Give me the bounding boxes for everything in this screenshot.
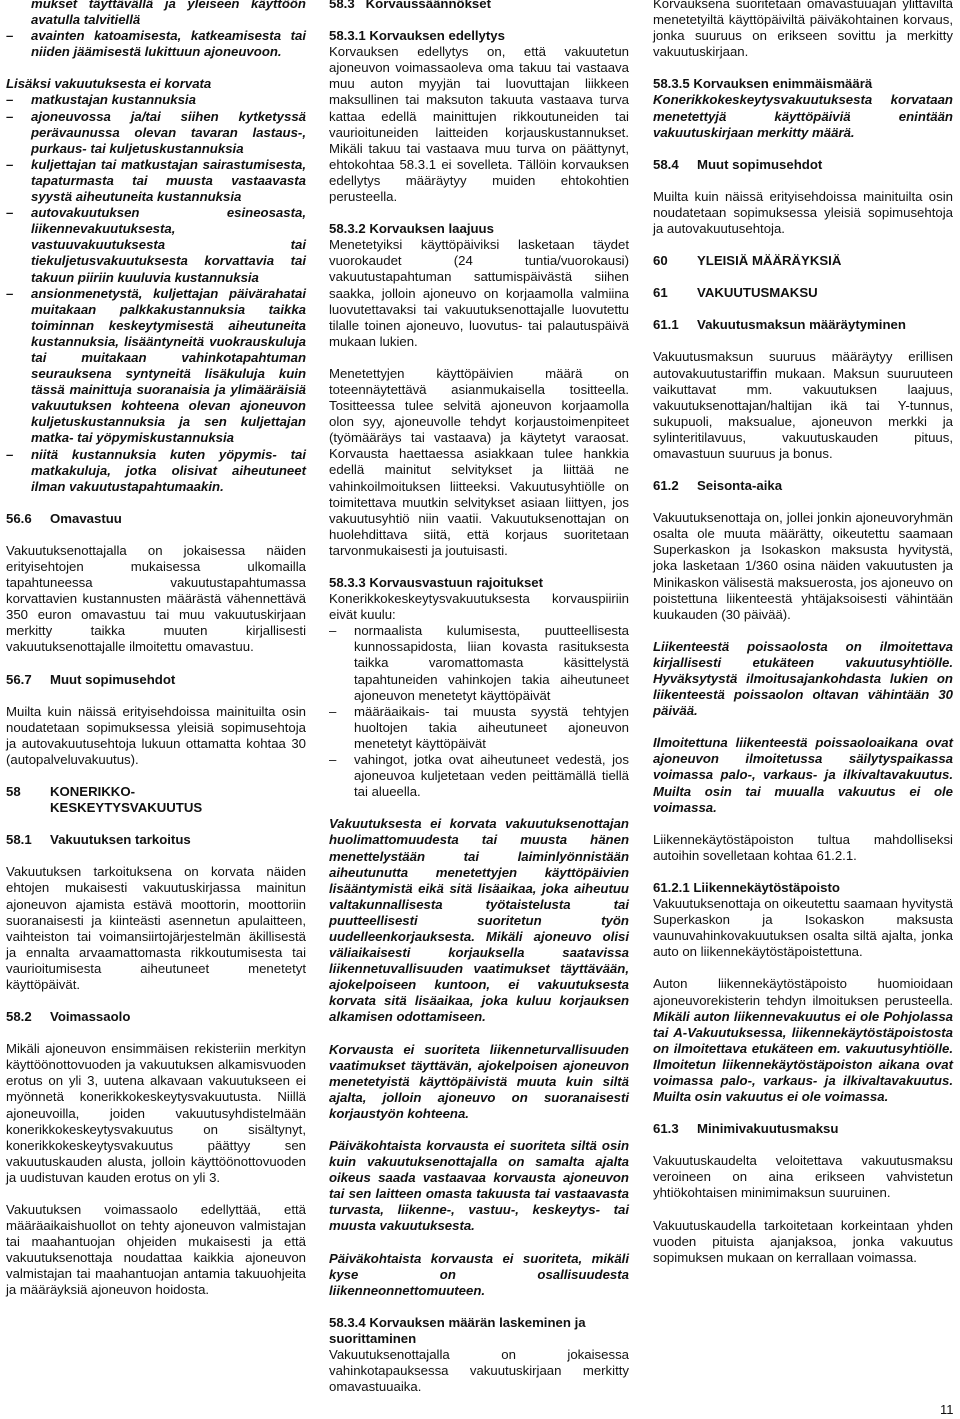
emphasis-paragraph: Ilmoitettuna liikenteestä poissaoloaikana ovat ajoneuvon ilmoitetussa säilytyspaikassa voimassa palo-, varkaus- ja ilkivaltavakuutus. Muilta osin tai muualla vakuutus ei ole voimassa. [653, 735, 953, 815]
paragraph: Muilta kuin näissä erityisehdoissa mainituilta osin noudatetaan sopimuksessa yleisiä sopimusehtoja ja autovakuutusehtoja lukuun ottamatta kohtaa 30 (autopalveluvakuutus). [6, 703, 306, 767]
paragraph: Muilta kuin näissä erityisehdoissa mainituilta osin noudatetaan sopimuksessa yleisiä sopimusehtoja ja autovakuutusehtoja. [653, 188, 953, 237]
subsection-heading-58-3-2: 58.3.2 Korvauksen laajuus [329, 221, 494, 237]
list-item: – autovakuutuksen esineosasta, liikennevakuutuksesta, vastuuvakuutuksesta tai tiekuljetusvakuutuksesta korvattavia tai takuun piiriin kuuluvia kustannuksia [6, 205, 306, 285]
subsection-heading-58-3-3: 58.3.3 Korvausvastuun rajoitukset [329, 575, 544, 590]
section-number: 56.7 [6, 671, 32, 687]
limitations-list [329, 623, 629, 800]
section-number: 61.1 [653, 317, 679, 333]
paragraph: Korvauksen edellytys on, että vakuutetun ajoneuvon voimassaoleva oma takuu tai vastaava muu auton myyjän tai luovuttajan liikkeen maksullinen tai maksuton takuuta vastaava turva kattaa edellä mainittujen rikkoutuneiden tai vaurioituneiden laitteiden korjauskustannukset. Mikäli takuu tai vastaava muu turva on päättynyt, ehtokohtaa 58.3.1 ei sovelleta. Tällöin korvauksen edellytys määräytyy muiden ehtokohtien perusteella. [329, 44, 629, 205]
paragraph: Menetettyjen käyttöpäivien määrä on toteennäytettävä asianmukaisella tositteella. Tositteessa tulee selvitä ajoneuvon korjaamolla olon syy, ajoneuvolle tehdyt korjaustoimenpiteet (työmääräys tai vastaava) ja käytetyt varaosat. Korvausta haettaessa asiakkaan tulee hankkia edellä mainitut selvitykset ja liittää ne vahinkoilmoituksen liitteeksi. Vakuutusyhtiölle on toimitettava muutkin selvitykset asiaan liittyen, jos vakuutusyhtiö niin vaatii. Vakuutuksenottajan on huolehdittava siitä, että korjaus suoritetaan tarvonmukaisesti ja joutuisasti. [329, 365, 629, 558]
section-title: Vakuutuksen tarkoitus [50, 832, 191, 848]
section-heading-60 [653, 253, 953, 269]
section-number: 60 [653, 253, 668, 269]
paragraph: Mikäli ajoneuvon ensimmäisen rekisteriin merkityn käyttöönottovuoden ja vakuutuksen alkamisvuoden erotus on yli 3, uutena alkavaan vakuutukseen ei myönnetä konerikkokeskeytysvakuutusta. Niillä ajoneuvoilla, joiden vakuutusyhdistelmään konerikkokeskeytysvakuutus on sisältynyt, konerikkokeskeytysvakuutus päättyy sen vakuutuskauden alusta, jolloin käyttöönottovuoden ja uudistuvan kauden erotus on yli 3. [6, 1041, 306, 1185]
subsection-heading-61-2-1: 61.2.1 Liikennekäytöstäpoisto [653, 879, 840, 895]
section-title: KONERIKKO-KESKEYTYSVAKUUTUS [50, 784, 203, 816]
list-item: – määräaikais- tai muusta syystä tehtyjen huoltojen takia aiheutuneet ajoneuvon menetetyt käyttöpäivät [329, 704, 629, 752]
section-heading-61-1 [653, 317, 953, 333]
emphasis-paragraph: Päiväkohtaista korvausta ei suoriteta, mikäli kyse on osallisuudesta liikenneonnettomuuteen. [329, 1250, 629, 1298]
emphasis-paragraph: Konerikkokeskeytysvakuutuksesta korvataan menetettyjä käyttöpäiviä enintään vakuutuskirjaan merkitty määrä. [653, 92, 953, 140]
section-heading-58-3: 58.3 Korvaussäännökset [329, 0, 491, 11]
exclusions-intro: Lisäksi vakuutuksesta ei korvata [6, 76, 212, 92]
paragraph: Korvauksena suoritetaan omavastuuajan ylittäviltä menetetyiltä käyttöpäiviltä päiväkohtainen korvaus, jonka suuruus on erikseen sovittu ja merkitty vakuutuskirjaan. [653, 0, 953, 60]
paragraph: Vakuutuksenottaja on oikeutettu saamaan hyvitystä Superkaskon ja Isokaskon maksusta vaunuvahinkovakuutuksen osalta siltä ajalta, jonka auto on liikennekäytöstäpoistettuna. [653, 896, 953, 960]
section-number: 61.3 [653, 1121, 679, 1137]
paragraph: Menetetyiksi käyttöpäiviksi lasketaan täydet vuorokaudet (24 tuntia/vuorokausi) vakuutustapahtuman sattumispäivästä siihen saakka, jolloin ajoneuvo on korjaamolla valmiina luovutettavaksi tai vakuutuksenottajalle luovutettu tilalle toinen ajoneuvo, luovutus- tai palautuspäivä mukaan lukien. [329, 237, 629, 349]
paragraph-mixed [653, 976, 953, 1105]
exclusions-list [6, 92, 306, 494]
section-heading-56-7 [6, 672, 306, 688]
paragraph: Konerikkokeskeytysvakuutuksesta korvauspiiriin eivät kuulu: [329, 591, 629, 623]
paragraph: Liikennekäytöstäpoiston tultua mahdolliseksi autoihin sovelletaan kohtaa 61.2.1. [653, 831, 953, 863]
paragraph: Vakuutuksen tarkoituksena on korvata näiden ehtojen mukaisesti vakuutuskirjassa mainitun ajoneuvon ajamista estävä moottorin, moottoriin suoranaisesti ja kiinteästi asennetun apulaitteen, vaihteiston tai voimansiirtojärjestelmän äkillisestä ja ennalta arvaamattomasta rikkoutumisesta tai vaurioitumisesta aiheutuneet menetetyt käyttöpäivät. [6, 864, 306, 992]
continued-exclusions-list [6, 0, 306, 60]
emphasis-paragraph: Korvausta ei suoriteta liikenneturvallisuuden vaatimukset täyttävän, ajokelpoisen ajoneuvon menetetyistä käyttöpäivistä muuta kuin siltä ajalta, jolloin ajoneuvo on suoranaisesti korjaustyön kohteena. [329, 1041, 629, 1121]
list-item: – niitä kustannuksia kuten yöpymis- tai matkakuluja, jotka olisivat aiheutuneet ilman vakuutustapahtumaakin. [6, 447, 306, 495]
paragraph: Vakuutuskaudelta veloitettava vakuutusmaksu veroineen on aina erikseen vahvistetun yhtiökohtaisen minimimaksun suuruinen. [653, 1153, 953, 1201]
section-title: Voimassaolo [50, 1009, 131, 1025]
section-title: Seisonta-aika [697, 478, 783, 494]
plain-text: Auton liikennekäytöstäpoisto huomioidaan ajoneuvorekisterin tehdyn ilmoituksen perusteella. [653, 976, 953, 1008]
section-heading-56-6 [6, 511, 306, 527]
section-heading-58 [6, 784, 306, 816]
section-title: Vakuutusmaksun määräytyminen [697, 317, 906, 333]
section-title: VAKUUTUSMAKSU [697, 285, 818, 301]
section-title: Muut sopimusehdot [697, 156, 823, 172]
page-number: 11 [940, 1402, 954, 1417]
section-number: 58.2 [6, 1009, 32, 1025]
emphasis-paragraph: Liikenteestä poissaolosta on ilmoitettava kirjallisesti etukäteen vakuutusyhtiölle. Hyväksytystä ilmoitusajankohdasta lukien on liikenteestä poissaolon oltavan vähintään 30 päivää. [653, 638, 953, 719]
section-number: 56.6 [6, 510, 32, 526]
section-title: Omavastuu [50, 510, 122, 526]
paragraph: Vakuutuskaudella tarkoitetaan korkeintaan yhden vuoden pituista ajanjaksoa, jonka vakuutus sopimuksen mukaan on kerrallaan voimassa. [653, 1217, 953, 1265]
section-title: YLEISIÄ MÄÄRÄYKSIÄ [697, 253, 842, 269]
paragraph: Vakuutuksenottaja on, jollei jonkin ajoneuvoryhmän osalta ole muuta määrätty, oikeutettu saamaan Superkaskon ja Isokaskon maksusta hyvitystä, joka lasketaan 1/360 osina näiden vakuutusten ja Minikaskon välisestä maksuerosta, jos ajoneuvo on poistettuna liikenteestä yhtäjaksoisesti vähintään kuukauden (30 päivää). [653, 510, 953, 622]
list-item: – kuljettajan tai matkustajan sairastumisesta, tapaturmasta tai muusta vastaavasta syystä aiheutuneita kustannuksia [6, 157, 306, 205]
subsection-heading-58-3-5: 58.3.5 Korvauksen enimmäismäärä [653, 76, 873, 92]
list-item: – ansionmenetystä, kuljettajan päivärahatai muitakaan palkkakustannuksia taikka toiminnan keskeytymisestä aiheutuneita kustannuksia, lisääntyneitä vuokrauskuluja tai muitakaan vahinkotapahtuman seurauksena syntyneitä lisäkuluja kuin tässä mainittuja suoranaisia ja ylimääräisiä vakuutuksen kohteena olevan ajoneuvon kuljetuskustannuksia ja sen kuljettajan matka- tai yöpymiskustannuksia [6, 286, 306, 447]
column-left [6, 0, 306, 1315]
emphasis-paragraph: Päiväkohtaista korvausta ei suoriteta siltä osin kuin vakuutuksenottajalla on samalta ajalta oikeus saada vastaavaa korvausta ajoneuvon tai sen laitteen omasta takuusta tai vastaavasta turvasta, liikenne-, vastuu-, keskeytys- tai muusta vakuutuksesta. [329, 1138, 629, 1234]
list-item: – avainten katoamisesta, katkeamisesta tai niiden jäämisestä lukittuun ajoneuvoon. [6, 28, 306, 60]
paragraph: Vakuutuksen voimassaolo edellyttää, että määräaikaishuollot on tehty ajoneuvon valmistajan tai maahantuojan ohjeiden mukaisesti ja että vakuutuksenottaja noudattaa kaikkia ajoneuvon valmistajan tai maahantuojan antamia takuuohjeita ja määräyksiä ajoneuvon hoidosta. [6, 1202, 306, 1298]
paragraph: Vakuutuksenottajalla on jokaisessa vahinkotapauksessa vakuutuskirjaan merkitty omavastuuaika. [329, 1347, 629, 1395]
section-heading-61 [653, 285, 953, 301]
list-item: – vahingot, jotka ovat aiheutuneet vedestä, jos ajoneuvoa kuljetetaan veden peittämällä tiellä tai alueella. [329, 752, 629, 800]
subsection-heading-58-3-4: 58.3.4 Korvauksen määrän laskeminen ja suorittaminen [329, 1314, 586, 1346]
list-item: – matkustajan kustannuksia [6, 92, 306, 108]
section-heading-61-2 [653, 478, 953, 494]
column-middle [329, 0, 629, 1411]
section-number: 61 [653, 285, 668, 301]
paragraph: Vakuutuksenottajalla on jokaisessa näiden erityisehtojen mukaisessa ulkomailla tapahtuneessa vakuutustapahtumassa korvattavien kustannusten määrästä vähennettävä 350 euron omavastuu tai muu vakuutuskirjaan merkitty taikka muuten kirjallisesti vakuutuksenottajalle ilmoitettu omavastuu. [6, 542, 306, 655]
section-heading-58-2 [6, 1009, 306, 1025]
section-number: 58.4 [653, 156, 679, 172]
paragraph: Vakuutusmaksun suuruus määräytyy erillisen autovakuutustariffin mukaan. Maksun suuruuteen vaikuttavat mm. vakuutuksen laajuus, vakuutuksenottajan/haltijan ikä tai Y-tunnus, sukupuoli, maksualue, ajoneuvon merkki ja sylinteritilavuus, vakuutuskauden pituus, omavastuun suuruus ja bonus. [653, 349, 953, 461]
column-right [653, 0, 953, 1282]
section-number: 58 [6, 784, 21, 800]
section-title: Minimivakuutusmaksu [697, 1121, 839, 1137]
list-item: mukset täyttävällä ja yleiseen käyttöön avatulla talvitiellä [31, 0, 306, 28]
section-number: 61.2 [653, 478, 679, 494]
section-title: Muut sopimusehdot [50, 671, 176, 687]
emphasis-paragraph: Vakuutuksesta ei korvata vakuutuksenottajan huolimattomuudesta tai muusta hänen menettelystään tai laiminlyönnistään aiheutunutta menetettyjen käyttöpäivien lisääntymistä eikä sitä lisäaikaa, joka aiheutuu valtakunnallisesta työtaistelusta tai puutteellisesti suoritetun työn uudelleenkorjauksesta. Mikäli ajoneuvo olisi väliaikaisesti korjauksella saatavissa liikennetuvallisuuden vaatimukset täyttävään, ajokelpoiseen kuntoon, ei vakuutuksesta korvata sitä lisäaikaa, joka kuluu korjauksen alkamisen odottamiseen. [329, 816, 629, 1025]
section-number: 58.1 [6, 832, 32, 848]
emphasis-text: Mikäli auton liikennevakuutus ei ole Pohjolassa tai A-Vakuutuksessa, liikennekäytöstäpoistosta on ilmoitettava etukäteen em. vakuutusyhtiölle. Ilmoitetun liikennekäytöstäpoiston aikana ovat voimassa palo-, varkaus- ja ilkivaltavakuutus. Muilta osin vakuutus ei ole voimassa. [653, 1008, 953, 1105]
list-item: – normaalista kulumisesta, puutteellisesta kunnossapidosta, liian kovasta rasituksesta taikka varomattomasta käsittelystä tapahtuneiden vahinkojen takia aiheutuneet ajoneuvon menetetyt käyttöpäivät [329, 623, 629, 703]
subsection-heading-58-3-1: 58.3.1 Korvauksen edellytys [329, 28, 505, 44]
section-heading-58-4 [653, 157, 953, 173]
section-heading-61-3 [653, 1121, 953, 1137]
list-item: – ajoneuvossa ja/tai siihen kytketyssä perävaunussa olevan tavaran lastaus-, purkaus- tai kuljetuskustannuksia [6, 109, 306, 157]
section-heading-58-1 [6, 832, 306, 848]
